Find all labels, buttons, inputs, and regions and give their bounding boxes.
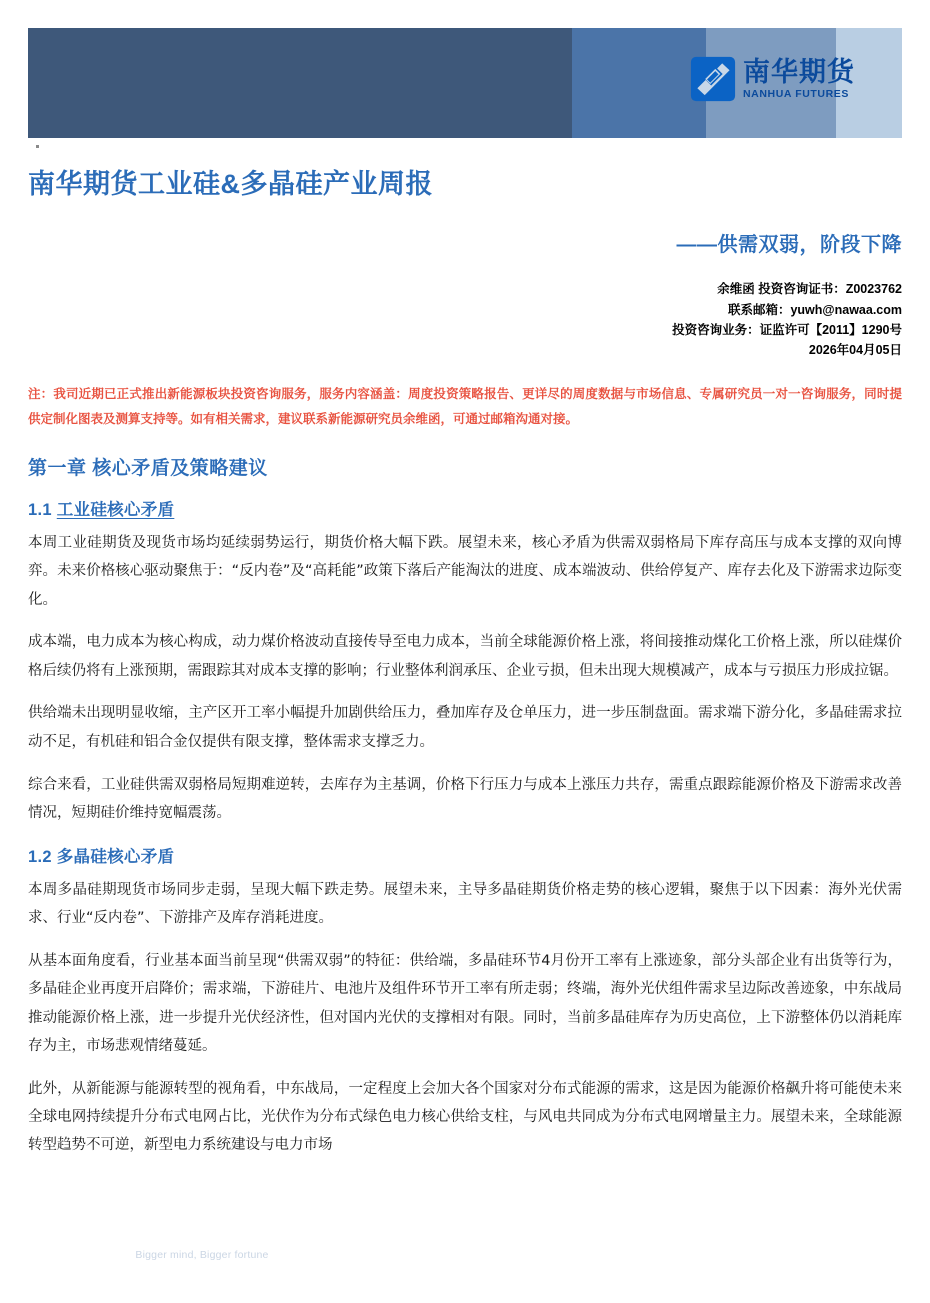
company-slogan [52, 1248, 352, 1285]
nanhua-futures-logo [690, 56, 855, 102]
paragraph: 供给端未出现明显收缩，主产区开工率小幅提升加剧供给压力，叠加库存及仓单压力，进一步压制盘面。需求端下游分化，多晶硅需求拉动不足，有机硅和铝合金仅提供有限支撑，整体需求支撑乏力。 [28, 705, 902, 750]
header-band-medium [572, 28, 706, 138]
author-certificate-line: 余维函 投资咨询证书：Z0023762 [717, 282, 902, 297]
service-notice: 注：我司近期已正式推出新能源板块投资咨询服务，服务内容涵盖：周度投资策略报告、更详尽的周度数据与市场信息、专属研究员一对一咨询服务，同时提供定制化图表及测算支持等。如有相关需求，建议联系新能源研究员余维函，可通过邮箱沟通对接。 [28, 387, 902, 426]
report-subtitle: ——供需双弱，阶段下降 [676, 234, 902, 257]
author-info-block [28, 279, 902, 360]
slogan-english: Bigger mind, Bigger fortune [135, 1249, 269, 1262]
paragraph: 此外，从新能源与能源转型的视角看，中东战局，一定程度上会加大各个国家对分布式能源的需求，这是因为能源价格飙升将可能使未来全球电网持续提升分布式电网占比，光伏作为分布式绿色电力核心供给支柱，与风电共同成为分布式电网增量主力。展望未来，全球能源转型趋势不可逆，新型电力系统建设与电力市场 [28, 1080, 902, 1154]
paragraph: 成本端，电力成本为核心构成，动力煤价格波动直接传导至电力成本，当前全球能源价格上涨，将间接推动煤化工价格上涨，所以硅煤价格后续仍将有上涨预期，需跟踪其对成本支撑的影响；行业整体利润承压、企业亏损，但未出现大规模减产，成本与亏损压力形成拉锯。 [28, 634, 902, 679]
author-email-line: 联系邮箱：yuwh@nawaa.com [727, 302, 902, 317]
section-label-1-1: 工业硅核心矛盾 [56, 501, 175, 520]
section-number-1-2: 1.2 [28, 848, 52, 867]
paragraph: 从基本面角度看，行业基本面当前呈现“供需双弱”的特征：供给端，多晶硅环节4月份开工率有上涨迹象，部分头部企业有出货等行为，多晶硅企业再度开启降价；需求端，下游硅片、电池片及组件环节开工率有所走弱；终端，海外光伏组件需求呈边际改善迹象，中东战局推动能源价格上涨，进一步提升光伏经济性，但对国内光伏的支撑相对有限。同时，当前多晶硅库存为历史高位，上下游整体仍以消耗库存为主，市场悲观情绪蔓延。 [28, 953, 902, 1054]
slogan-chinese: 智慧创造财富 [154, 1266, 250, 1283]
license-line: 投资咨询业务：证监许可【2011】1290号 [672, 322, 902, 337]
document-body [28, 168, 902, 1174]
section-heading-1-1 [28, 496, 902, 520]
page-title: 南华期货工业硅&多晶硅产业周报 [28, 169, 433, 199]
section-label-1-2: 多晶硅核心矛盾 [56, 848, 175, 867]
section-heading-1-2 [28, 843, 902, 867]
nanhua-logo-mark-icon [690, 56, 736, 102]
report-date-line: 2026年04月05日 [808, 343, 902, 358]
chapter-heading: 第一章 核心矛盾及策略建议 [28, 458, 268, 480]
header-band-dark [28, 28, 572, 138]
paragraph: 本周工业硅期货及现货市场均延续弱势运行，期货价格大幅下跌。展望未来，核心矛盾为供需双弱格局下库存高压与成本支撑的双向博弈。未来价格核心驱动聚焦于：“反内卷”及“高耗能”政策下落后产能淘汰的进度、成本端波动、供给停复产、库存去化及下游需求边际变化。 [28, 535, 902, 608]
stray-mark [36, 145, 39, 148]
logo-company-name-en: NANHUA FUTURES [743, 87, 850, 100]
logo-company-name-cn: 南华期货 [743, 56, 855, 88]
section-number-1-1: 1.1 [28, 501, 52, 520]
logo-text-block [743, 56, 855, 100]
paragraph: 综合来看，工业硅供需双弱格局短期难逆转，去库存为主基调，价格下行压力与成本上涨压力共存，需重点跟踪能源价格及下游需求改善情况，短期硅价维持宽幅震荡。 [28, 776, 902, 821]
paragraph: 本周多晶硅期现货市场同步走弱，呈现大幅下跌走势。展望未来，主导多晶硅期货价格走势的核心逻辑，聚焦于以下因素：海外光伏需求、行业“反内卷”、下游排产及库存消耗进度。 [28, 882, 902, 927]
